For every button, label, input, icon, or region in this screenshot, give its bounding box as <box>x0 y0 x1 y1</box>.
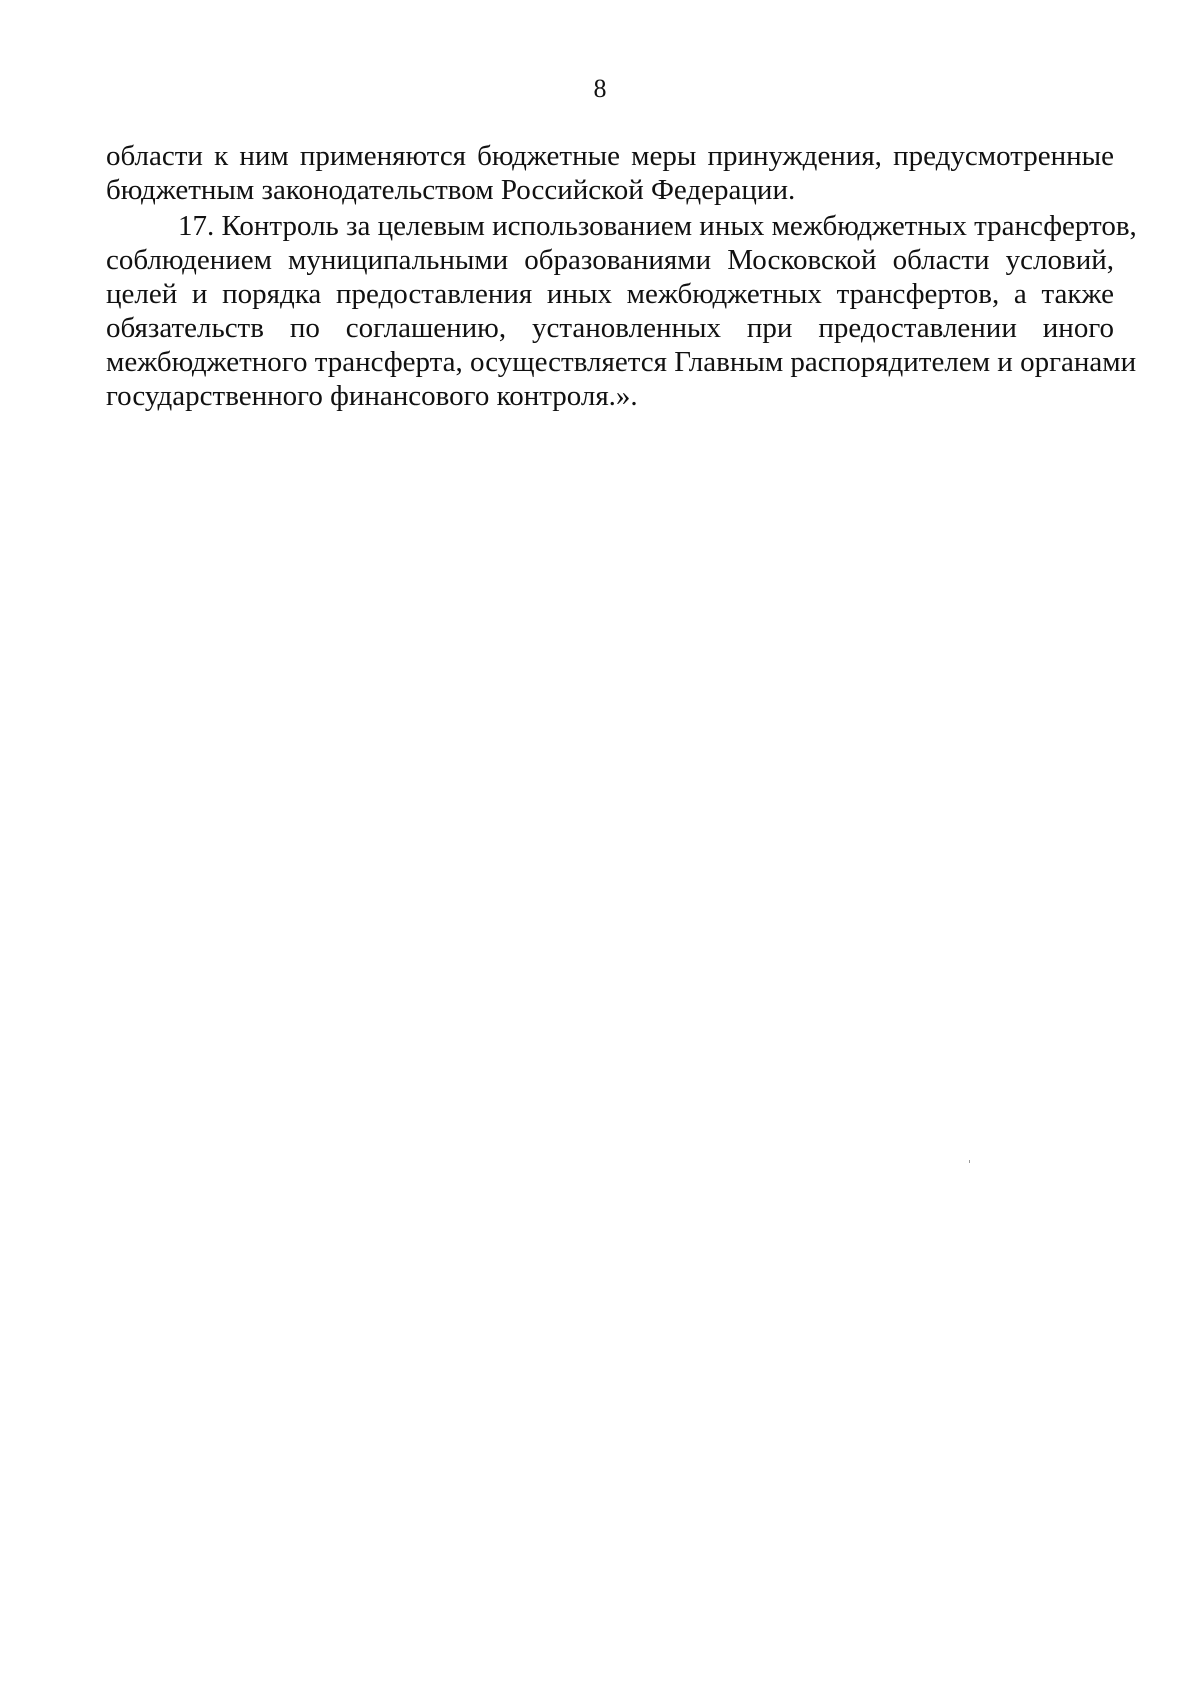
text-line: целей и порядка предоставления иных межбюджетных трансфертов, а также <box>106 278 1114 310</box>
scan-speck <box>969 1160 970 1163</box>
text-line: обязательств по соглашению, установленных при предоставлении иного <box>106 312 1114 344</box>
paragraph-continuation <box>106 139 1114 207</box>
text-line: межбюджетного трансферта, осуществляется Главным распорядителем и органами <box>106 346 1137 378</box>
text-line: бюджетным законодательством Российской Федерации. <box>106 174 796 206</box>
text-line: государственного финансового контроля.». <box>106 380 638 412</box>
page-number: 8 <box>593 74 607 103</box>
paragraph-17 <box>106 209 1137 413</box>
text-line: 17. Контроль за целевым использованием иных межбюджетных трансфертов, <box>178 210 1137 242</box>
text-line: области к ним применяются бюджетные меры принуждения, предусмотренные <box>106 140 1114 172</box>
text-line: соблюдением муниципальными образованиями Московской области условий, <box>106 244 1114 276</box>
